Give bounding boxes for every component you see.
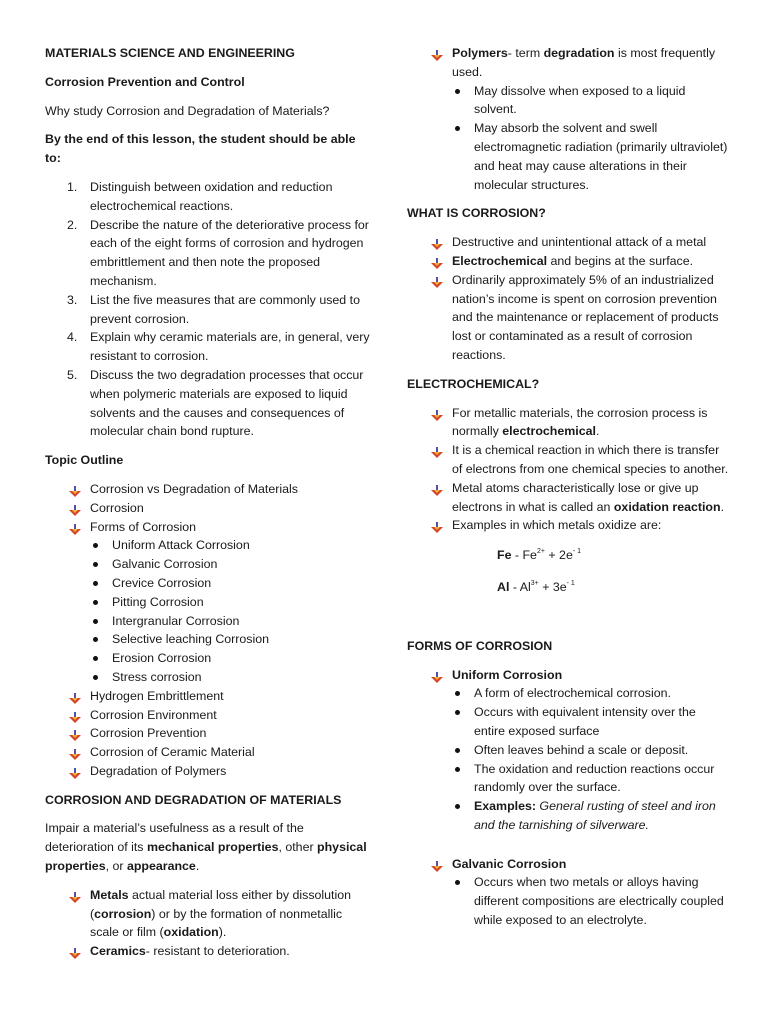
galvanic-points (452, 873, 730, 929)
arrow-bullet-icon (69, 484, 81, 495)
arrow-bullet-icon (431, 670, 443, 681)
objective-text: Explain why ceramic materials are, in general, very resistant to corrosion. (90, 330, 370, 364)
galvanic-list (407, 855, 730, 874)
equation-al: $Al - Al^{3+} + 3e^{- 1}$ (497, 579, 575, 594)
what-heading: WHAT IS CORROSION? (407, 206, 546, 221)
bullet-dot-icon (455, 804, 460, 809)
arrow-bullet-icon (431, 408, 443, 419)
objective-number: 1. (67, 179, 78, 194)
outline-item: Corrosion vs Degradation of Materials (45, 480, 370, 499)
uniform-points (452, 684, 730, 834)
bullet-dot-icon (93, 543, 98, 548)
electro-item: It is a chemical reaction in which there is transfer of electrons from one chemical species to another. (407, 441, 730, 479)
objective-number: 4. (67, 330, 78, 345)
outline-subitem: Intergranular Corrosion (45, 612, 370, 631)
objective-item (45, 328, 370, 366)
objective-text: Discuss the two degradation processes that occur when polymeric materials are exposed to liquid solvents and the causes and consequences of molecular chain bond rupture. (90, 367, 364, 439)
bullet-dot-icon (93, 562, 98, 567)
arrow-bullet-icon (69, 728, 81, 739)
arrow-bullet-icon (431, 445, 443, 456)
arrow-bullet-icon (69, 522, 81, 533)
arrow-bullet-icon (431, 237, 443, 248)
outline-item: Degradation of Polymers (45, 762, 370, 781)
cd-heading: CORROSION AND DEGRADATION OF MATERIALS (45, 792, 342, 807)
bullet-dot-icon (93, 656, 98, 661)
arrow-bullet-icon (69, 503, 81, 514)
right-column (407, 44, 730, 930)
uniform-example: Examples: General rusting of steel and iron and the tarnishing of silverware. (452, 797, 730, 835)
uniform-point: A form of electrochemical corrosion. (452, 684, 730, 703)
bullet-dot-icon (455, 880, 460, 885)
what-item: Ordinarily approximately 5% of an industrialized nation’s income is spent on corrosion prevention and the maintenance or replacement of products lost or contaminated as a result of corrosion reactions. (407, 271, 730, 365)
arrow-bullet-icon (431, 48, 443, 59)
outline-subitem: Crevice Corrosion (45, 574, 370, 593)
uniform-point: The oxidation and reduction reactions occur randomly over the surface. (452, 760, 730, 798)
outline-item: Forms of Corrosion (45, 518, 370, 537)
polymer-point: May absorb the solvent and swell electromagnetic radiation (primarily ultraviolet) and heat may cause alterations in their molecular structures. (452, 119, 730, 194)
forms-heading: FORMS OF CORROSION (407, 638, 553, 653)
arrow-bullet-icon (69, 691, 81, 702)
outline-subitem: Pitting Corrosion (45, 593, 370, 612)
uniform-point: Often leaves behind a scale or deposit. (452, 741, 730, 760)
objective-number: 3. (67, 292, 78, 307)
arrow-bullet-icon (431, 275, 443, 286)
materials-list (45, 886, 370, 961)
objective-number: 2. (67, 217, 78, 232)
objective-number: 5. (67, 367, 78, 382)
bullet-dot-icon (455, 89, 460, 94)
electro-list (407, 404, 730, 536)
study-question: Why study Corrosion and Degradation of Materials? (45, 103, 330, 118)
bullet-dot-icon (455, 767, 460, 772)
arrow-bullet-icon (431, 520, 443, 531)
bullet-dot-icon (455, 710, 460, 715)
bullet-dot-icon (93, 600, 98, 605)
what-list (407, 233, 730, 365)
electro-item: Examples in which metals oxidize are: (407, 516, 730, 535)
arrow-bullet-icon (69, 747, 81, 758)
outline-item: Hydrogen Embrittlement (45, 687, 370, 706)
arrow-bullet-icon (431, 256, 443, 267)
uniform-item: Uniform Corrosion (407, 666, 730, 685)
bullet-dot-icon (455, 126, 460, 131)
outline-item: Corrosion (45, 499, 370, 518)
arrow-bullet-icon (431, 859, 443, 870)
equation-fe: $Fe - Fe^{2+} + 2e^{- 1}$ (497, 548, 582, 563)
objective-item (45, 366, 370, 441)
objectives-intro: By the end of this lesson, the student should be able to: (45, 132, 356, 166)
ceramics-item: Ceramics- resistant to deterioration. (45, 942, 370, 961)
bullet-dot-icon (455, 691, 460, 696)
objective-item (45, 291, 370, 329)
galvanic-item: Galvanic Corrosion (407, 855, 730, 874)
metals-item: Metals actual material loss either by dissolution (corrosion) or by the formation of nonmetallic scale or film (oxidation). (45, 886, 370, 942)
forms-sublist (45, 536, 370, 686)
arrow-bullet-icon (431, 483, 443, 494)
what-item: Electrochemical and begins at the surface. (407, 252, 730, 271)
arrow-bullet-icon (69, 946, 81, 957)
objectives-list (45, 178, 370, 441)
arrow-bullet-icon (69, 766, 81, 777)
topic-outline-list (45, 480, 370, 536)
outline-subitem: Galvanic Corrosion (45, 555, 370, 574)
objective-item (45, 216, 370, 291)
cd-paragraph: Impair a material’s usefulness as a result of the deterioration of its mechanical properties, other physical properties, or appearance. (45, 821, 367, 874)
bullet-dot-icon (455, 748, 460, 753)
topic-outline-list-cont (45, 687, 370, 781)
bullet-dot-icon (93, 619, 98, 624)
bullet-dot-icon (93, 581, 98, 586)
outline-subitem: Selective leaching Corrosion (45, 630, 370, 649)
arrow-bullet-icon (69, 890, 81, 901)
electro-heading: ELECTROCHEMICAL? (407, 376, 540, 391)
what-item: Destructive and unintentional attack of a metal (407, 233, 730, 252)
uniform-list (407, 666, 730, 685)
objective-text: List the five measures that are commonly used to prevent corrosion. (90, 292, 360, 326)
outline-subitem: Uniform Attack Corrosion (45, 536, 370, 555)
polymers-item: Polymers- term degradation is most frequently used. (407, 44, 730, 82)
outline-heading: Topic Outline (45, 453, 124, 468)
objective-text: Describe the nature of the deteriorative process for each of the eight forms of corrosion and hydrogen embrittlement and then note the proposed mechanism. (90, 217, 369, 288)
polymers-list (407, 44, 730, 82)
polymer-points (452, 82, 730, 195)
arrow-bullet-icon (69, 710, 81, 721)
outline-item: Corrosion Environment (45, 706, 370, 725)
bullet-dot-icon (93, 675, 98, 680)
doc-subtitle: Corrosion Prevention and Control (45, 74, 245, 89)
electro-item: Metal atoms characteristically lose or give up electrons in what is called an oxidation reaction. (407, 479, 730, 517)
outline-item: Corrosion Prevention (45, 724, 370, 743)
polymer-point: May dissolve when exposed to a liquid solvent. (452, 82, 730, 120)
galvanic-point: Occurs when two metals or alloys having different compositions are electrically coupled while exposed to an electrolyte. (452, 873, 730, 929)
uniform-point: Occurs with equivalent intensity over the entire exposed surface (452, 703, 730, 741)
outline-subitem: Erosion Corrosion (45, 649, 370, 668)
doc-title: MATERIALS SCIENCE AND ENGINEERING (45, 46, 295, 60)
electro-item: For metallic materials, the corrosion process is normally electrochemical. (407, 404, 730, 442)
left-column (45, 44, 370, 961)
outline-subitem: Stress corrosion (45, 668, 370, 687)
objective-text: Distinguish between oxidation and reduction electrochemical reactions. (90, 179, 333, 213)
objective-item (45, 178, 370, 216)
bullet-dot-icon (93, 637, 98, 642)
outline-item: Corrosion of Ceramic Material (45, 743, 370, 762)
